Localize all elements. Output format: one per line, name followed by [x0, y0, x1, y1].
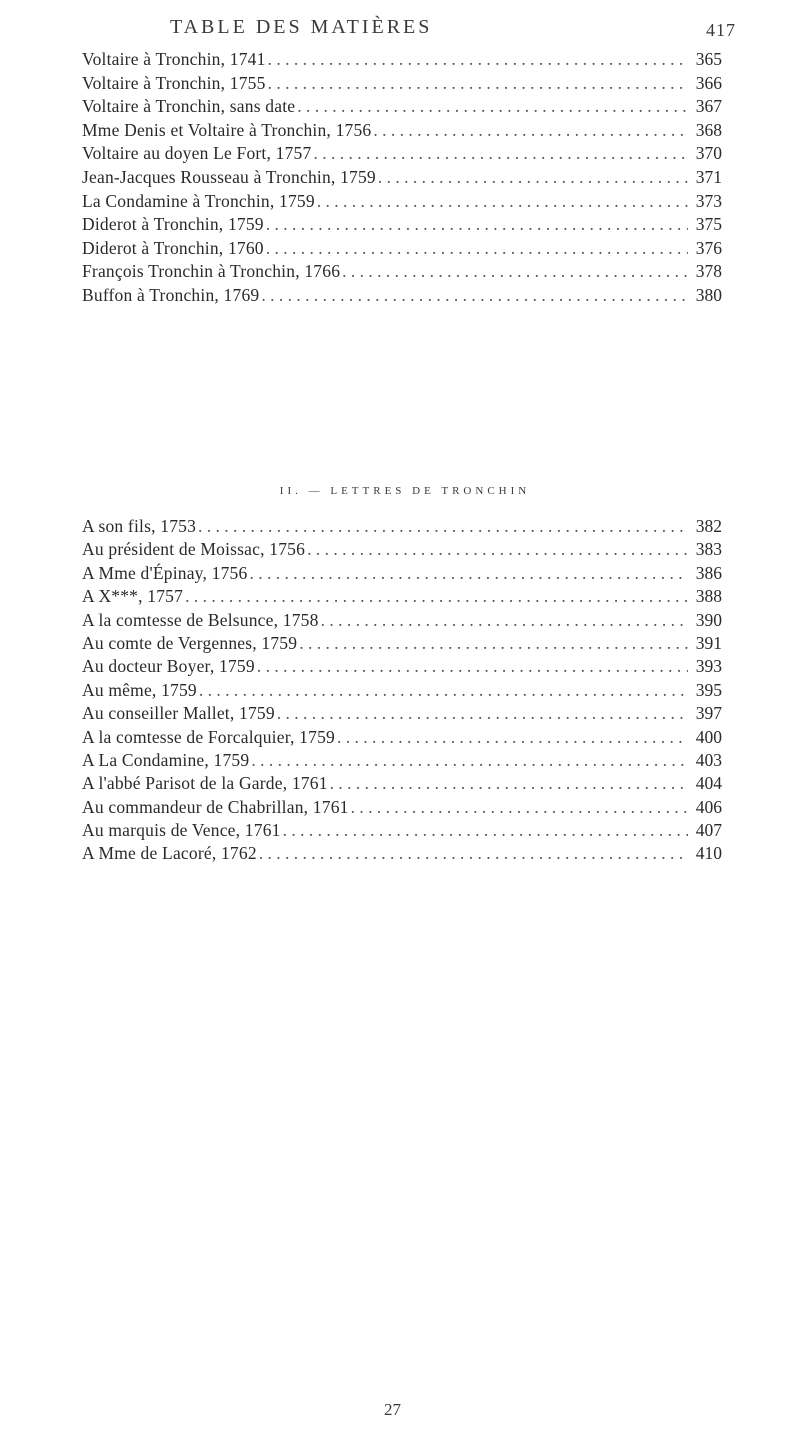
toc-entry-title: Voltaire à Tronchin, 1741	[82, 49, 266, 69]
toc-entry	[82, 679, 722, 702]
toc-entry	[82, 95, 722, 119]
toc-entry-title: A Mme de Lacoré, 1762	[82, 843, 257, 864]
toc-entry	[82, 166, 722, 190]
toc-entry-page: 380	[695, 284, 722, 305]
toc-entry-title: Buffon à Tronchin, 1769	[82, 284, 260, 305]
dot-leader	[247, 562, 688, 585]
dot-leader	[249, 749, 688, 772]
toc-entry	[82, 772, 722, 795]
toc-entry-page: 397	[695, 703, 722, 724]
toc-entry-page: 368	[695, 119, 722, 140]
toc-entry-page: 404	[695, 773, 722, 794]
toc-entry	[82, 632, 722, 655]
toc-entry-page: 400	[695, 726, 722, 747]
toc-entry-title: La Condamine à Tronchin, 1759	[82, 190, 315, 211]
toc-entry-title: Au commandeur de Chabrillan, 1761	[82, 796, 349, 817]
toc-entry-title: Au docteur Boyer, 1759	[82, 656, 255, 677]
toc-entry	[82, 284, 722, 308]
toc-entry	[82, 48, 722, 72]
toc-entry-title: Diderot à Tronchin, 1760	[82, 237, 264, 258]
table-of-contents-part-1	[82, 48, 722, 308]
dot-leader	[266, 48, 688, 72]
dot-leader	[371, 119, 688, 143]
toc-entry-title: Au président de Moissac, 1756	[82, 539, 306, 560]
toc-entry-title: Au même, 1759	[82, 679, 197, 700]
toc-entry	[82, 585, 722, 608]
toc-entry-page: 407	[695, 820, 722, 841]
toc-entry-title: Au conseiller Mallet, 1759	[82, 703, 275, 724]
toc-entry	[82, 842, 722, 865]
toc-entry-title: Voltaire au doyen Le Fort, 1757	[82, 143, 312, 164]
toc-entry-page: 390	[695, 609, 722, 630]
dot-leader	[335, 726, 688, 749]
dot-leader	[275, 702, 688, 725]
dot-leader	[255, 655, 688, 678]
page-number: 417	[706, 20, 736, 40]
toc-entry-page: 383	[695, 539, 722, 560]
dot-leader	[311, 142, 688, 166]
toc-entry-title: A Mme d'Épinay, 1756	[82, 562, 248, 583]
dot-leader	[264, 213, 688, 237]
toc-entry-title: Voltaire à Tronchin, sans date	[82, 96, 296, 117]
toc-entry	[82, 538, 722, 561]
toc-entry-title: Au marquis de Vence, 1761	[82, 820, 281, 841]
toc-entry-title: Jean-Jacques Rousseau à Tronchin, 1759	[82, 166, 376, 187]
table-of-contents-part-2	[82, 515, 722, 866]
dot-leader	[257, 842, 688, 865]
toc-entry	[82, 260, 722, 284]
toc-entry	[82, 119, 722, 143]
toc-entry-title: François Tronchin à Tronchin, 1766	[82, 261, 341, 282]
toc-entry-title: A La Condamine, 1759	[82, 749, 250, 770]
toc-entry-page: 370	[695, 143, 722, 164]
dot-leader	[376, 166, 688, 190]
toc-entry	[82, 655, 722, 678]
dot-leader	[197, 679, 688, 702]
toc-entry-title: A la comtesse de Forcalquier, 1759	[82, 726, 335, 747]
dot-leader	[349, 796, 688, 819]
toc-entry	[82, 702, 722, 725]
dot-leader	[259, 284, 688, 308]
toc-entry-page: 403	[695, 749, 722, 770]
toc-entry-title: A l'abbé Parisot de la Garde, 1761	[82, 773, 328, 794]
toc-entry	[82, 142, 722, 166]
toc-entry-title: A son fils, 1753	[82, 516, 197, 536]
running-title: TABLE DES MATIÈRES	[170, 16, 433, 38]
toc-entry-page: 367	[695, 96, 722, 117]
dot-leader	[264, 237, 688, 261]
toc-entry	[82, 213, 722, 237]
toc-entry	[82, 190, 722, 214]
toc-entry	[82, 749, 722, 772]
dot-leader	[281, 819, 688, 842]
dot-leader	[319, 609, 688, 632]
dot-leader	[183, 585, 688, 608]
toc-entry-page: 391	[695, 632, 722, 653]
toc-entry-page: 366	[695, 72, 722, 93]
signature-folio: 27	[384, 1400, 401, 1419]
toc-entry	[82, 796, 722, 819]
running-head	[0, 16, 800, 46]
toc-entry	[82, 515, 722, 538]
dot-leader	[305, 538, 688, 561]
toc-entry-page: 382	[695, 516, 722, 536]
toc-entry-page: 393	[695, 656, 722, 677]
dot-leader	[328, 772, 688, 795]
toc-entry-page: 371	[695, 166, 722, 187]
toc-entry-page: 410	[695, 843, 722, 864]
toc-entry	[82, 609, 722, 632]
dot-leader	[315, 190, 688, 214]
toc-entry-page: 395	[695, 679, 722, 700]
toc-entry-title: A X***, 1757	[82, 586, 184, 607]
dot-leader	[196, 515, 688, 538]
toc-entry-title: Voltaire à Tronchin, 1755	[82, 72, 266, 93]
toc-entry-page: 378	[695, 261, 722, 282]
dot-leader	[340, 260, 688, 284]
toc-entry	[82, 726, 722, 749]
toc-entry	[82, 562, 722, 585]
toc-entry	[82, 237, 722, 261]
toc-entry-page: 388	[695, 586, 722, 607]
toc-entry	[82, 819, 722, 842]
toc-entry-title: A la comtesse de Belsunce, 1758	[82, 609, 319, 630]
toc-entry-page: 386	[695, 562, 722, 583]
toc-entry	[82, 72, 722, 96]
dot-leader	[266, 72, 688, 96]
toc-entry-title: Mme Denis et Voltaire à Tronchin, 1756	[82, 119, 372, 140]
toc-entry-page: 373	[695, 190, 722, 211]
toc-entry-page: 375	[695, 214, 722, 235]
toc-entry-title: Au comte de Vergennes, 1759	[82, 632, 298, 653]
toc-entry-title: Diderot à Tronchin, 1759	[82, 214, 264, 235]
toc-entry-page: 376	[695, 237, 722, 258]
toc-entry-page: 365	[695, 49, 722, 69]
dot-leader	[295, 95, 688, 119]
toc-entry-page: 406	[695, 796, 722, 817]
dot-leader	[297, 632, 688, 655]
section-heading: II. — LETTRES DE TRONCHIN	[279, 485, 531, 497]
